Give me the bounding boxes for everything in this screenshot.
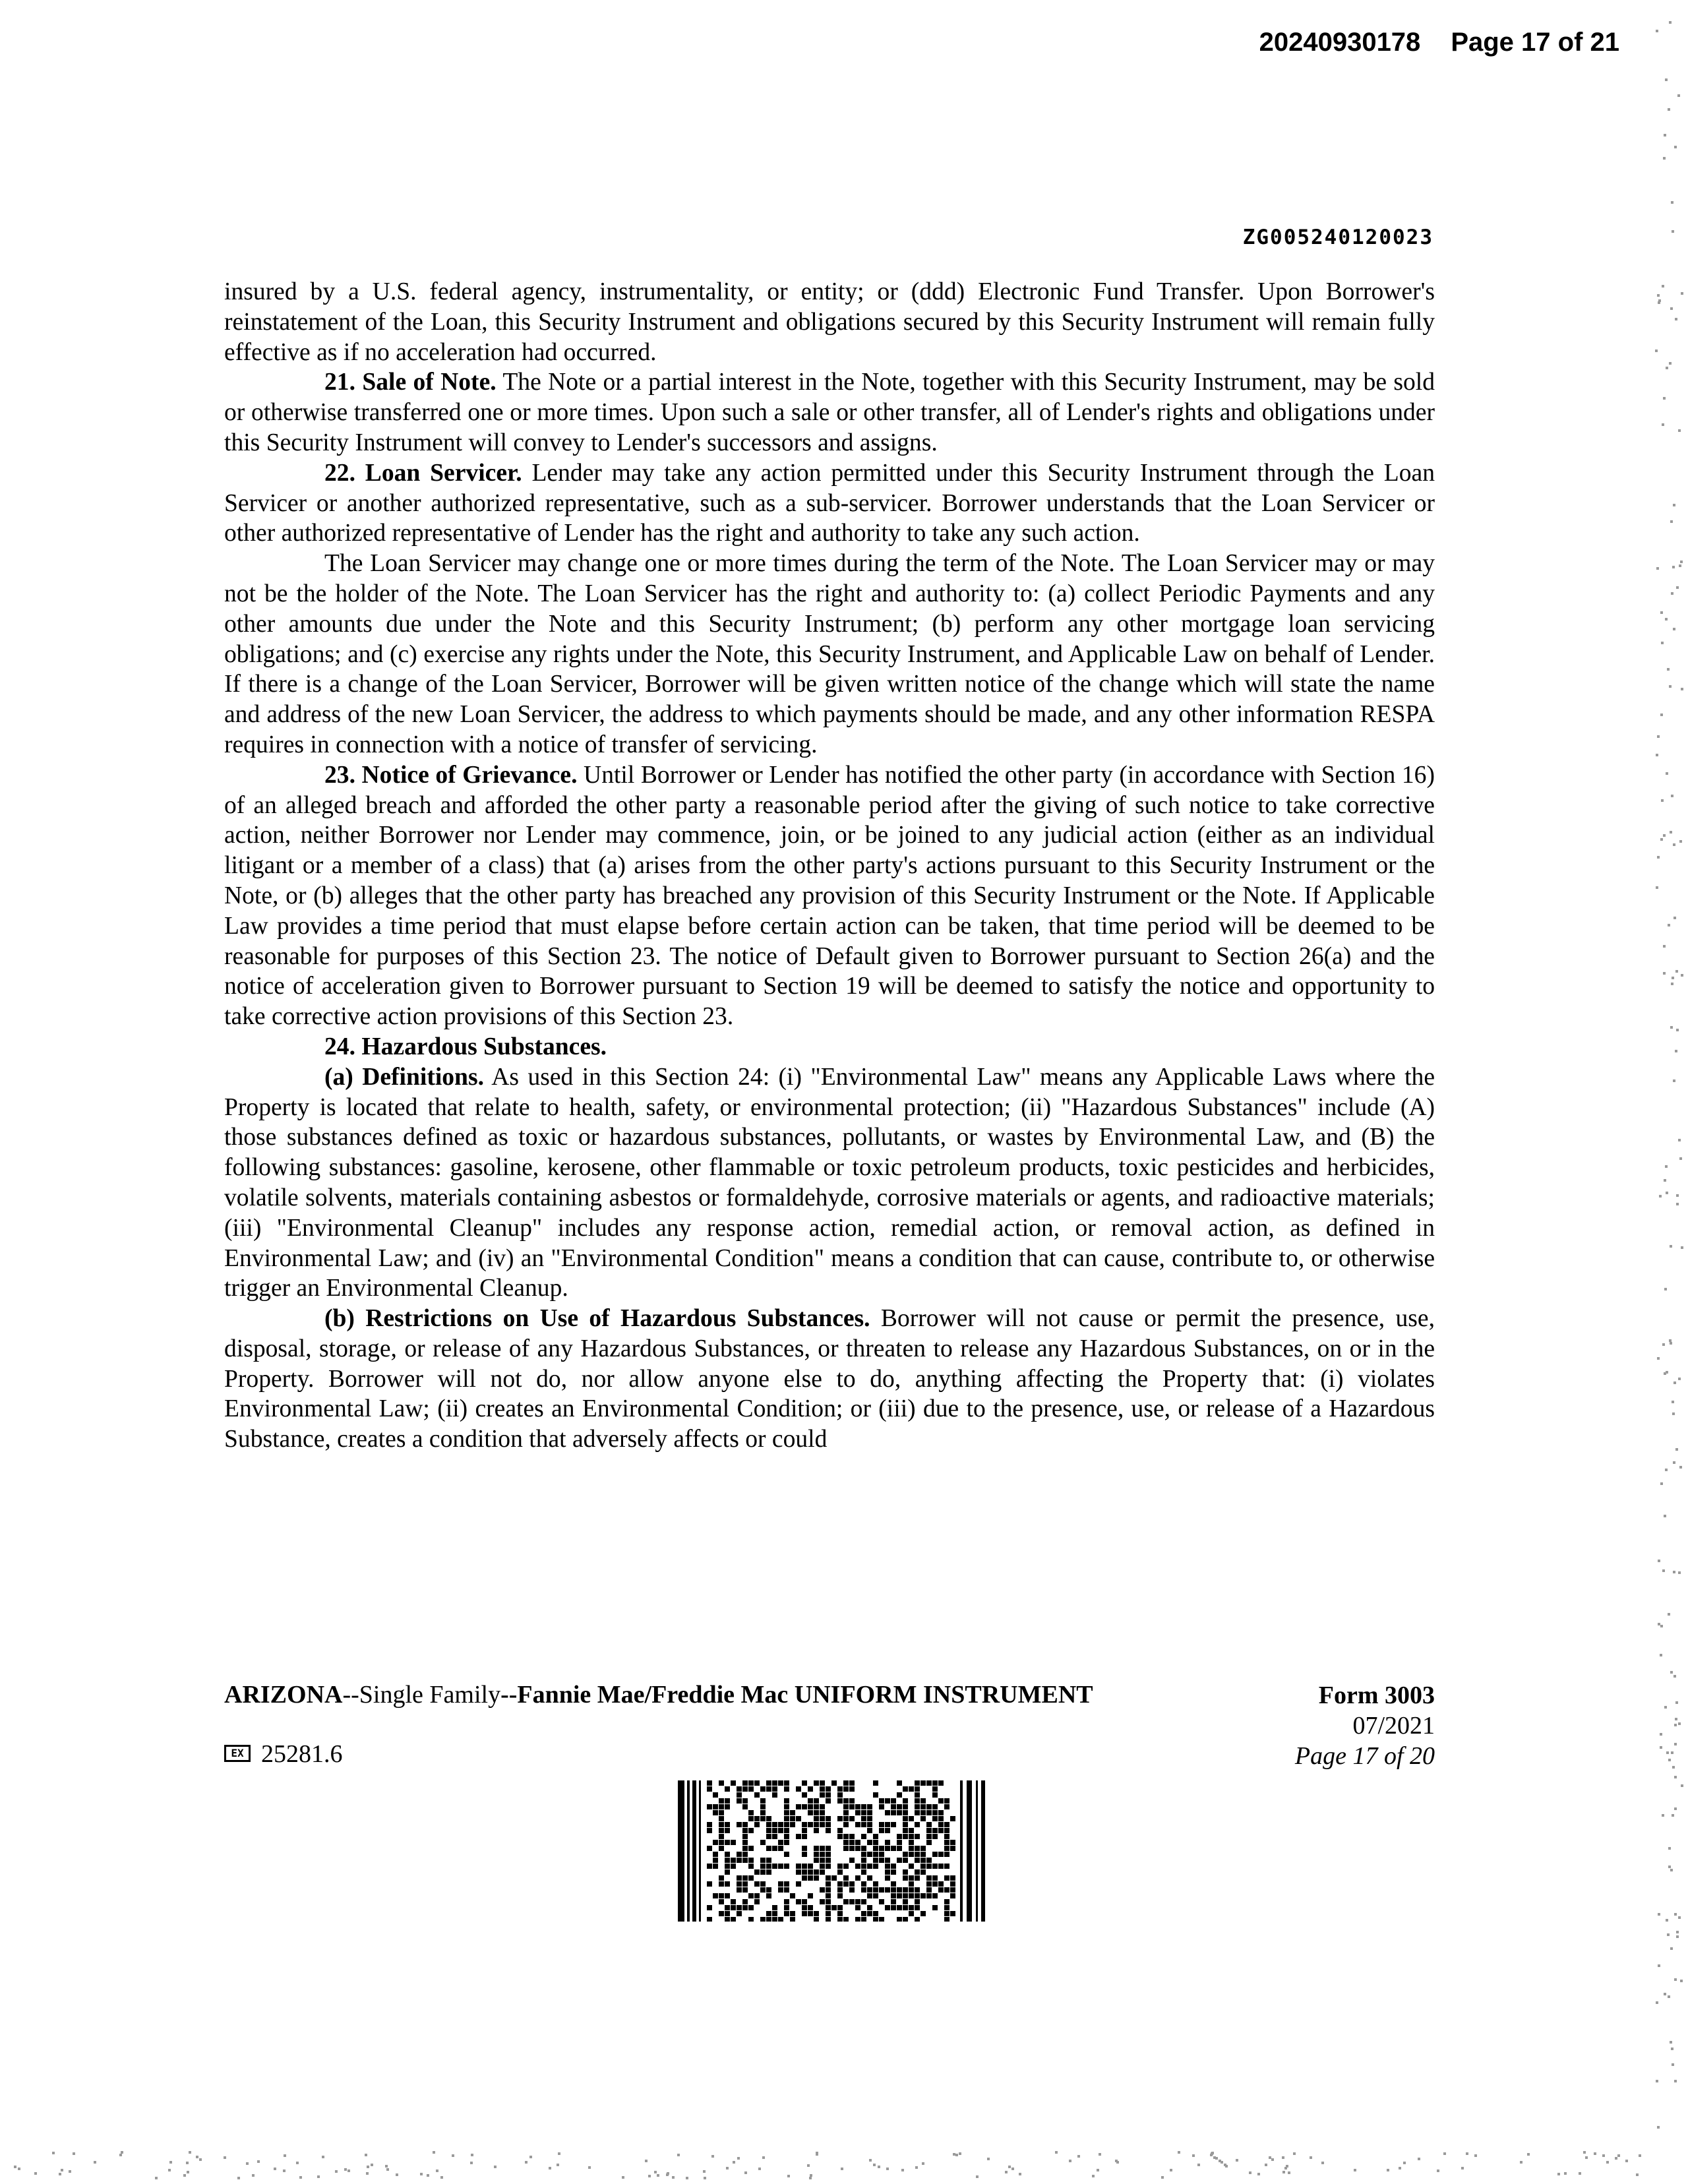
subsection-heading: (b) Restrictions on Use of Hazardous Substances. [324,1305,870,1333]
paragraph-sale-of-note: 21. Sale of Note. The Note or a partial interest in the Note, together with this Security Instrument, may be sold or otherwise transferred one or more times. Upon such a sale or other transfer, all of Lender's rights and obligations under this Security Instrument will convey to Lender's successors and assigns. [224,369,1435,456]
paragraph-hazardous-substances [224,1032,1435,1062]
subsection-heading: (a) Definitions. [324,1063,484,1091]
barcode-image [678,1780,985,1922]
paragraph-definitions: (a) Definitions. As used in this Section 24: (i) "Environmental Law" means any Applicable Laws where the Property is located that relate to health, safety, or environmental protection; (ii) "Hazardous Substances" include (A) those substances defined as toxic or hazardous substances, pollutants, or wastes by Environmental Law, and (B) the following substances: gasoline, kerosene, other flammable or toxic petroleum products, toxic pesticides and herbicides, volatile solvents, materials containing asbestos or formaldehyde, corrosive materials or agents, and radioactive materials; (iii) "Environmental Cleanup" includes any response action, remedial action, or removal action, as defined in Environmental Law; and (iv) an "Environmental Condition" means a condition that can cause, contribute to, or otherwise trigger an Environmental Cleanup. [224,1063,1435,1302]
paragraph-continuation: insured by a U.S. federal agency, instrumentality, or entity; or (ddd) Electronic Fund Transfer. Upon Borrower's reinstatement of the Loan, this Security Instrument and obligations secured by this Security Instrument will remain fully effective as if no acceleration had occurred. [224,278,1435,366]
paragraph-notice-of-grievance: 23. Notice of Grievance. Until Borrower or Lender has notified the other party (in accordance with Section 16) of an alleged breach and afforded the other party a reasonable period after the giving of such notice to take corrective action, neither Borrower nor Lender may commence, join, or be joined to any judicial action (either as an individual litigant or a member of a class) that (a) arises from the other party's actions pursuant to this Security Instrument or the Note, or (b) alleges that the other party has breached any provision of this Security Instrument or the Note. If Applicable Law provides a time period that must elapse before certain action can be taken, that time period will be deemed to be reasonable for purposes of this Section 23. The notice of Default given to Borrower pursuant to Section 26(a) and the notice of acceleration given to Borrower pursuant to Section 19 will be deemed to satisfy the notice and opportunity to take corrective action provisions of this Section 23. [224,761,1435,1031]
recording-header [1259,28,1619,57]
recording-page-label: Page 17 of 21 [1451,28,1619,57]
scan-edge-artifacts [1648,0,1688,2184]
form-title: ARIZONA--Single Family--Fannie Mae/Freddie Mac UNIFORM INSTRUMENT [224,1681,1093,1709]
paragraph-loan-servicer-change: The Loan Servicer may change one or more times during the term of the Note. The Loan Servicer may or may not be the holder of the Note. The Loan Servicer has the right and authority to: (a) collect Periodic Payments and any other amounts due under the Note and this Security Instrument; (b) perform any other mortgage loan servicing obligations; and (c) exercise any rights under the Note, this Security Instrument, and Applicable Law on behalf of Lender. If there is a change of the Loan Servicer, Borrower will be given written notice of the change which will state the name and address of the new Loan Servicer, the address to which payments should be made, and any other information RESPA requires in connection with a notice of transfer of servicing. [224,550,1435,758]
section-heading: 21. Sale of Note. [324,369,497,396]
paragraph-loan-servicer: 22. Loan Servicer. Lender may take any action permitted under this Security Instrument through the Loan Servicer or another authorized representative, such as a sub-servicer. Borrower understands that the Loan Servicer or other authorized representative of Lender has the right and authority to take any such action. [224,459,1435,547]
form-info [1295,1680,1435,1771]
loan-id: ZG005240120023 [1242,226,1433,249]
document-code [224,1740,343,1769]
form-page-number: Page 17 of 20 [1294,1742,1435,1770]
form-date: 07/2021 [1352,1712,1435,1740]
section-heading: 24. Hazardous Substances. [324,1033,607,1060]
form-number: Form 3003 [1318,1682,1435,1709]
scan-bottom-artifacts [0,2144,1688,2184]
document-code-value: 25281.6 [261,1740,343,1768]
section-heading: 22. Loan Servicer. [324,459,522,487]
paragraph-restrictions: (b) Restrictions on Use of Hazardous Substances. Borrower will not cause or permit the presence, use, disposal, storage, or release of any Hazardous Substances, or threaten to release any Hazardous Substances, on or in the Property. Borrower will not do, nor allow anyone else to do, anything affecting the Property that: (i) violates Environmental Law; (ii) creates an Environmental Condition; or (iii) due to the presence, use, or release of a Hazardous Substance, creates a condition that adversely affects or could [224,1305,1435,1453]
ex-logo-icon: EX [224,1745,251,1762]
recording-number: 20240930178 [1259,28,1421,57]
document-body [224,277,1435,1455]
section-heading: 23. Notice of Grievance. [324,761,578,789]
